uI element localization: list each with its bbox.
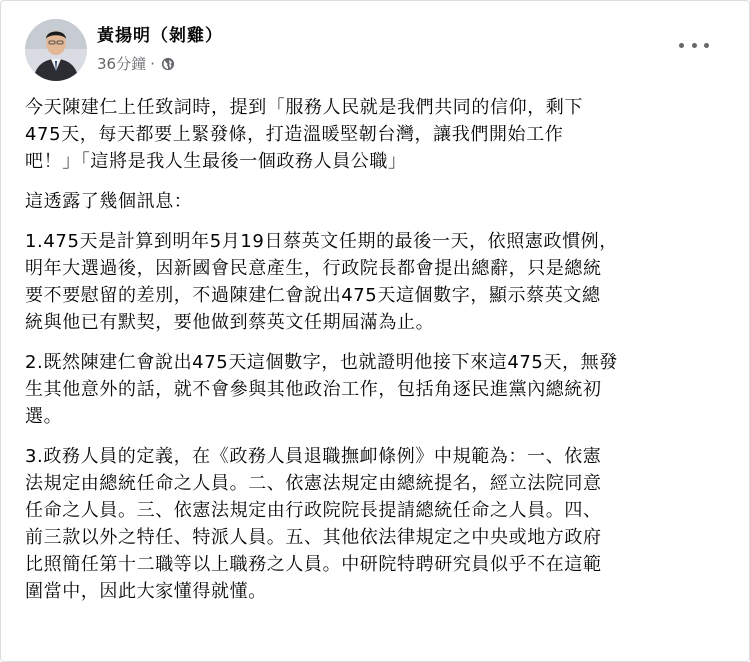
dot — [704, 43, 709, 48]
more-options-icon[interactable] — [679, 37, 709, 53]
post-paragraph: 今天陳建仁上任致詞時，提到「服務人民就是我們共同的信仰，剩下 475天，每天都要上緊發條，打造溫暖堅韌台灣，讓我們開始工作 吧！」「這將是我人生最後一個政務人員公職」 — [25, 97, 583, 172]
dot — [679, 43, 684, 48]
avatar-photo — [25, 19, 87, 81]
post-header — [25, 19, 729, 83]
post-paragraph: 2.既然陳建仁會說出475天這個數字，也就證明他接下來這475天，無發 生其他意外的話，就不會參與其他政治工作，包括角逐民進黨內總統初 選。 — [25, 352, 618, 427]
meta-separator: · — [150, 54, 155, 73]
post-timestamp[interactable]: 36分鐘 — [97, 55, 147, 73]
avatar[interactable] — [25, 19, 87, 81]
dot — [692, 43, 697, 48]
post-meta — [97, 53, 175, 74]
author-name[interactable]: 黃揚明（剝雞） — [97, 26, 223, 46]
globe-icon[interactable] — [161, 57, 175, 71]
post-paragraph: 3.政務人員的定義，在《政務人員退職撫卹條例》中規範為：一、依憲 法規定由總統任命之人員。二、依憲法規定由總統提名，經立法院同意 任命之人員。三、依憲法規定由行政院院長提請總統任命之人員。四、 前三款以外之特任、特派人員。五、其他依法律規定之中央或地方政府 比照簡任第十二職等以上職務之人員。中研院特聘研究員似乎不在這範 圍當中，因此大家懂得就懂。 — [25, 446, 602, 602]
post-paragraph: 這透露了幾個訊息： — [25, 191, 193, 212]
post-body — [25, 94, 715, 618]
post-paragraph: 1.475天是計算到明年5月19日蔡英文任期的最後一天，依照憲政慣例， 明年大選過後，因新國會民意產生，行政院長都會提出總辭，只是總統 要不要慰留的差別，不過陳建仁會說出475天這個數字，顯示蔡英文總 統與他已有默契，要他做到蔡英文任期屆滿為止。 — [25, 231, 618, 333]
